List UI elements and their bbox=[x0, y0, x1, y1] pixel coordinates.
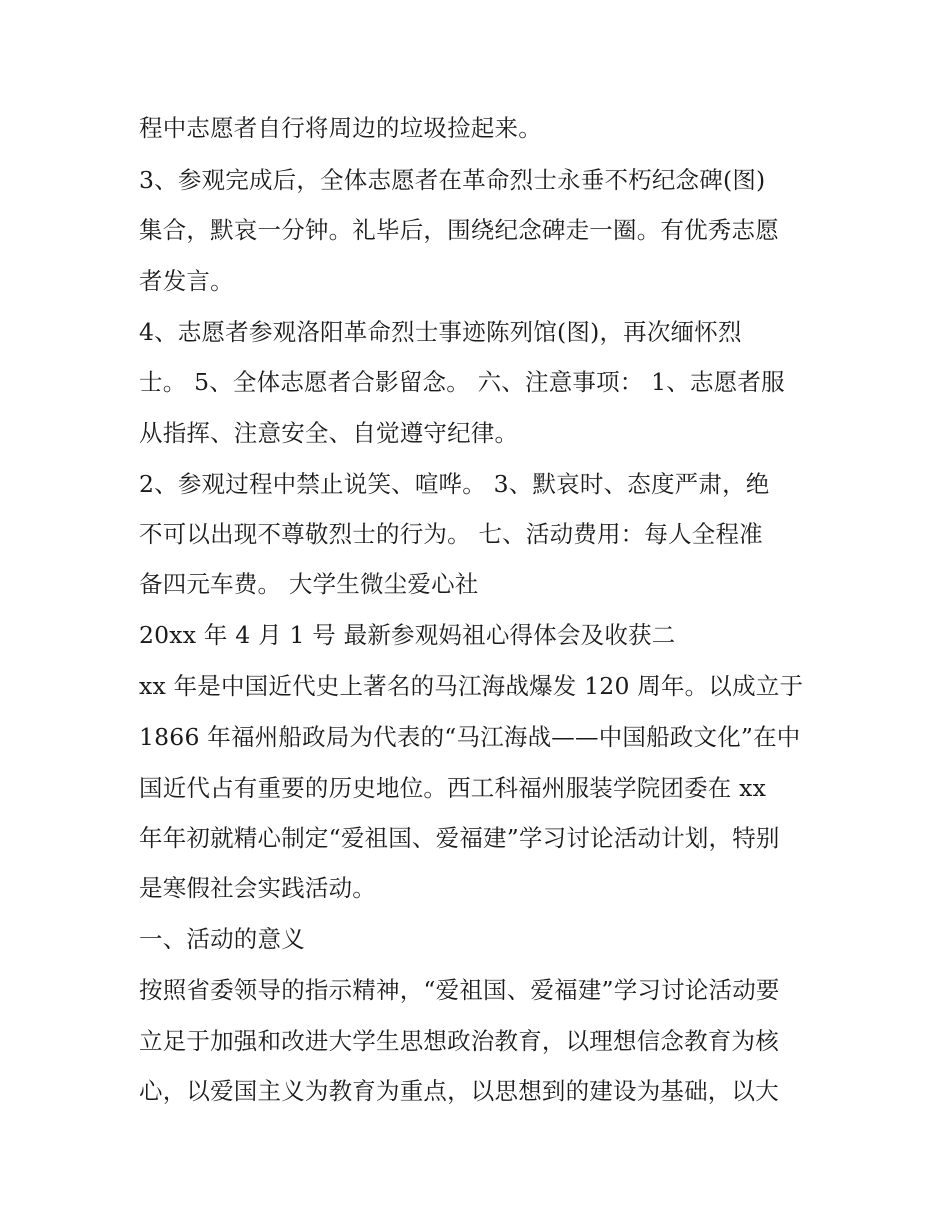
text-line: 3、参观完成后，全体志愿者在革命烈士永垂不朽纪念碑(图) bbox=[139, 166, 766, 194]
text-line: xx 年是中国近代史上著名的马江海战爆发 120 周年。以成立于 bbox=[139, 672, 804, 700]
text-line: 是寒假社会实践活动。 bbox=[139, 874, 376, 902]
text-line: 2、参观过程中禁止说笑、喧哗。 3、默哀时、态度严肃，绝 bbox=[139, 470, 770, 498]
text-line: 心，以爱国主义为教育为重点，以思想到的建设为基础，以大 bbox=[139, 1077, 779, 1105]
section-heading: 20xx 年 4 月 1 号 最新参观妈祖心得体会及收获二 bbox=[139, 621, 676, 649]
text-line: 立足于加强和改进大学生思想政治教育，以理想信念教育为核 bbox=[139, 1027, 779, 1055]
text-line: 集合，默哀一分钟。礼毕后，围绕纪念碑走一圈。有优秀志愿 bbox=[139, 216, 779, 244]
text-line: 国近代占有重要的历史地位。西工科福州服装学院团委在 xx bbox=[139, 774, 767, 802]
text-line: 年年初就精心制定“爱祖国、爱福建”学习讨论活动计划，特别 bbox=[139, 824, 780, 852]
text-line: 者发言。 bbox=[139, 267, 234, 295]
text-line: 按照省委领导的指示精神，“爱祖国、爱福建”学习讨论活动要 bbox=[139, 976, 780, 1004]
text-line: 4、志愿者参观洛阳革命烈士事迹陈列馆(图)，再次缅怀烈 bbox=[139, 318, 742, 346]
text-line: 1866 年福州船政局为代表的“马江海战——中国船政文化”在中 bbox=[139, 723, 801, 751]
text-line: 士。 5、全体志愿者合影留念。 六、注意事项： 1、志愿者服 bbox=[139, 368, 785, 396]
text-line: 备四元车费。 大学生微尘爱心社 bbox=[139, 570, 479, 598]
text-line: 不可以出现不尊敬烈士的行为。 七、活动费用：每人全程准 bbox=[139, 520, 763, 548]
text-line: 程中志愿者自行将周边的垃圾捡起来。 bbox=[139, 114, 542, 142]
subsection-heading: 一、活动的意义 bbox=[139, 925, 305, 953]
text-line: 从指挥、注意安全、自觉遵守纪律。 bbox=[139, 419, 519, 447]
